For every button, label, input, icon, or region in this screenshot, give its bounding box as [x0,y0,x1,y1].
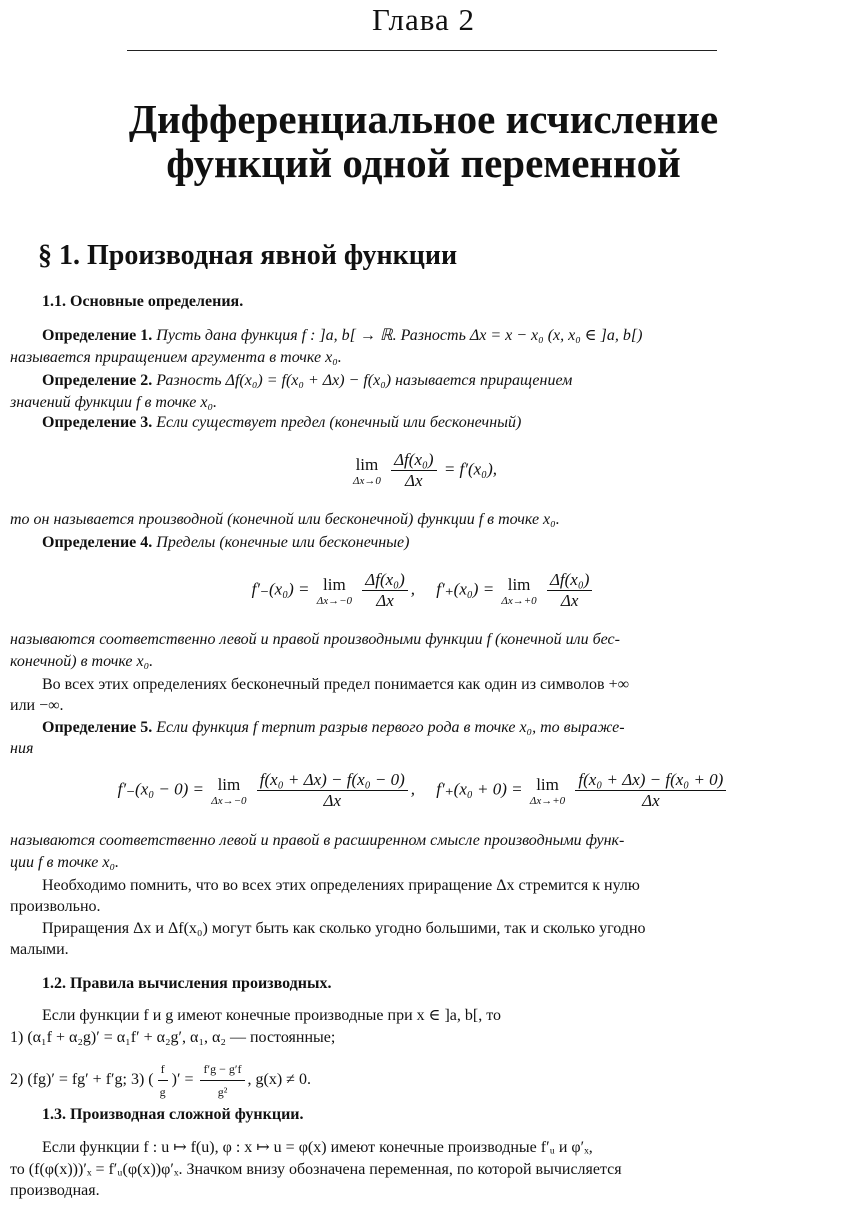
remember-paragraph-line2: произвольно. [10,898,101,915]
definition-5-line3: называются соответственно левой и правой в расширенном смысле производными функ- [10,832,625,849]
rule-linearity: 1) (α₁f + α₂g)′ = α₁f′ + α₂g′, α₁, α₂ — постоянные; [10,1029,336,1046]
left-extended-fraction-denominator: Δx [323,791,342,810]
definition-4-text: Пределы (конечные или бесконечные) [156,534,410,551]
right-extended-fraction-numerator: f(x₀ + Δx) − f(x₀ + 0) [575,770,726,791]
fraction-numerator: Δf(x₀) [391,450,436,471]
definition-5-line4: ции f в точке x₀. [10,854,120,871]
formula-rhs: = f′(x₀), [443,459,498,479]
definition-5-label: Определение 5. [42,719,153,736]
definition-5-line1 [42,718,847,738]
definition-4-line3: конечной) в точке x₀. [10,653,154,670]
definition-1-text: Пусть дана функция f : ]a, b[ → ℝ. Разность Δx = x − x₀ (x, x₀ ∈ ]a, b[) [156,327,643,344]
right-fraction-numerator: Δf(x₀) [547,570,592,591]
right-limit-subscript: Δx→+0 [501,594,537,607]
right-derivative-lhs: f′₊(x₀) = [436,579,495,599]
chain-rule-line1: Если функции f : u ↦ f(u), φ : x ↦ u = φ(x) имеют конечные производные f′ᵤ и φ′ₓ, [42,1139,593,1156]
rule-product-quotient [10,1058,840,1103]
remember-paragraph-line1: Необходимо помнить, что во всех этих определениях приращение Δx стремится к нулю [42,877,640,894]
infinite-limit-paragraph-line2: или −∞. [10,697,64,714]
definition-3-text: Если существует предел (конечный или бесконечный) [156,414,522,431]
definition-3-line1 [42,413,847,433]
definition-1-line2: называется приращением аргумента в точке x₀. [10,349,342,366]
chapter-title-line1: Дифференциальное исчисление [128,96,719,142]
right-extended-derivative-lhs: f′₊(x₀ + 0) = [436,779,523,799]
increments-paragraph-line1: Приращения Δx и Δf(x₀) могут быть как сколько угодно большими, так и сколько угодно [42,920,646,937]
definition-4-line1 [42,533,847,553]
left-extended-derivative-lhs: f′₋(x₀ − 0) = [117,779,205,799]
definition-4-formula: f′₋(x₀) = lim Δx→−0 $\frac{\text{Δf(x₀)}}{\Delta x}$ , f′₊(x₀) = lim Δx→+0 $\frac{\text{Δf(x₀)}}{\Delta x}$ [0,570,847,611]
right-extended-limit-subscript: Δx→+0 [529,794,566,807]
right-fraction-denominator: Δx [560,591,579,610]
left-derivative-lhs: f′₋(x₀) = [251,579,310,599]
left-fraction-denominator: Δx [376,591,394,610]
quotient-numerator: f [158,1058,168,1081]
chapter-title-line2: функций одной переменной [166,140,681,186]
definition-5-line2: ния [10,740,34,757]
left-limit-subscript: Δx→−0 [316,594,353,607]
formula-separator: , [410,579,415,599]
definition-4-line2: называются соответственно левой и правой производными функции f (конечной или бес- [10,631,620,648]
subsection-1-3-heading: 1.3. Производная сложной функции. [42,1106,304,1123]
definition-2-text: Разность Δf(x₀) = f(x₀ + Δx) − f(x₀) называется приращением [156,372,573,389]
limit-symbol: lim [355,454,379,474]
subsection-1-1-heading: 1.1. Основные определения. [42,293,244,310]
formula-separator: , [410,779,415,799]
chapter-rule [127,50,717,51]
definition-4-label: Определение 4. [42,534,153,551]
quotient-condition: , g(x) ≠ 0. [247,1071,311,1089]
definition-3-line2: то он называется производной (конечной или бесконечной) функции f в точке x₀. [10,511,560,528]
rules-intro: Если функции f и g имеют конечные производные при x ∈ ]a, b[, то [42,1007,502,1024]
definition-1-label: Определение 1. [42,327,153,344]
definition-3-label: Определение 3. [42,414,153,431]
definition-5-text: Если функция f терпит разрыв первого рода в точке x₀, то выраже- [156,719,625,736]
left-extended-limit-subscript: Δx→−0 [211,794,247,807]
quotient-denominator: g [159,1085,166,1099]
section-heading: § 1. Производная явной функции [38,240,458,271]
quotient-derivative: )′ = [171,1071,194,1089]
left-extended-fraction-numerator: f(x₀ + Δx) − f(x₀ − 0) [257,770,408,791]
definition-1-line1 [42,326,847,346]
infinite-limit-paragraph-line1: Во всех этих определениях бесконечный предел понимается как один из символов +∞ [42,676,630,693]
chapter-heading: Глава 2 [371,2,476,37]
increments-paragraph-line2: малыми. [10,941,69,958]
quotient-result-denominator: g² [217,1085,228,1099]
definition-2-line1 [42,371,847,391]
definition-3-formula [0,450,847,491]
limit-subscript: Δx→0 [352,474,381,487]
quotient-result-numerator: f′g − g′f [200,1058,244,1081]
right-extended-fraction-denominator: Δx [642,791,660,810]
definition-2-label: Определение 2. [42,372,153,389]
subsection-1-2-heading: 1.2. Правила вычисления производных. [42,975,332,992]
chain-rule-line3: производная. [10,1182,100,1199]
definition-5-formula: f′₋(x₀ − 0) = lim Δx→−0 $\frac{\text{f(x₀ + Δx) − f(x₀ − 0)}}{\Delta x}$ , f′₊(x₀ + 0) = lim Δx→+0 $\frac{\text{f(x₀ + Δx) − f(x₀ + 0)}}{\Delta x}$ [0,770,847,811]
left-fraction-numerator: Δf(x₀) [362,570,407,591]
product-rule: 2) (fg)′ = fg′ + f′g; 3) ( [10,1071,154,1089]
fraction-denominator: Δx [405,471,423,490]
chain-rule-line2: то (f(φ(x)))′ₓ = f′ᵤ(φ(x))φ′ₓ. Значком внизу обозначена переменная, по которой вычисляется [10,1161,622,1178]
definition-2-line2: значений функции f в точке x₀. [10,394,218,411]
